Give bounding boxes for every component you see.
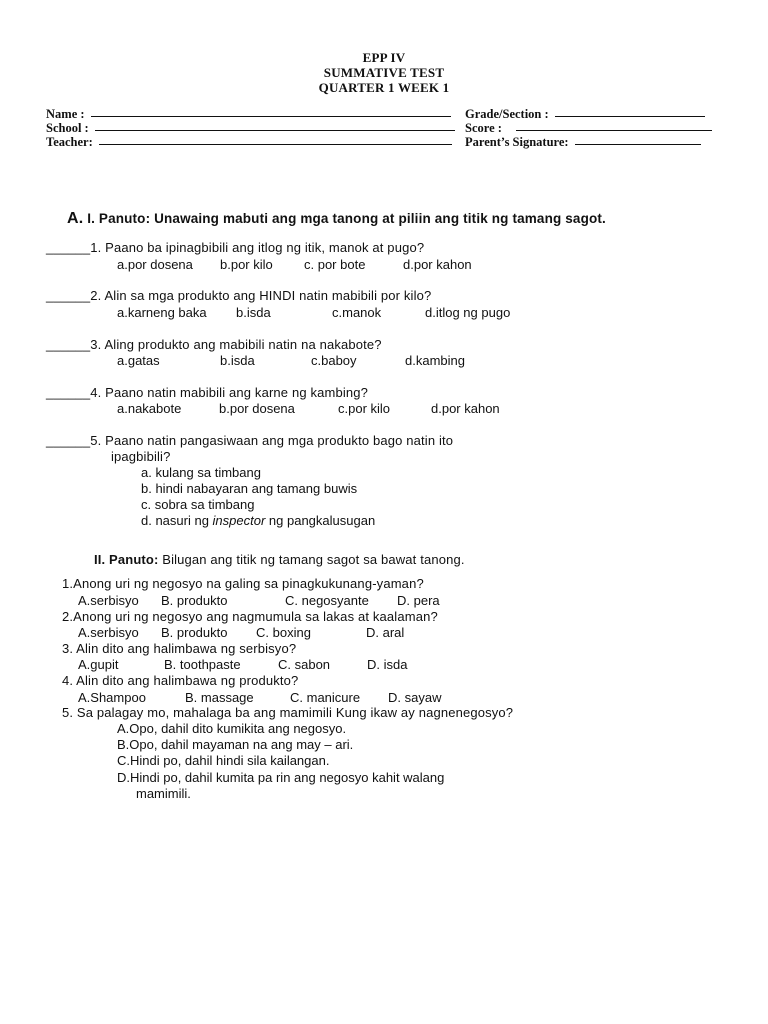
part1-q1-choice-c[interactable]: c. por bote: [304, 257, 366, 272]
part1-q2-choice-a[interactable]: a.karneng baka: [117, 305, 207, 320]
part2-q1-choice-d[interactable]: D. pera: [397, 593, 440, 608]
part2-q3-choice-d[interactable]: D. isda: [367, 657, 408, 672]
part2-q2-choice-c[interactable]: C. boxing: [256, 625, 311, 640]
part2-q5-choice-c[interactable]: C.Hindi po, dahil hindi sila kailangan.: [117, 753, 330, 768]
part2-q4-choice-d[interactable]: D. sayaw: [388, 690, 442, 705]
period-title: QUARTER 1 WEEK 1: [318, 80, 450, 95]
score-label: Score :: [465, 121, 502, 135]
part1-q5-choice-c[interactable]: c. sobra sa timbang: [141, 497, 255, 512]
part1-q5-choice-d-ital: inspector: [212, 513, 266, 528]
part1-heading: [67, 210, 606, 228]
part1-q1-choice-b[interactable]: b.por kilo: [220, 257, 273, 272]
part1-q2-choice-c[interactable]: c.manok: [332, 305, 382, 320]
parent-signature-label: Parent’s Signature:: [465, 135, 569, 149]
grade-section-label: Grade/Section :: [465, 107, 549, 121]
part1-q3-choice-c[interactable]: c.baboy: [311, 353, 357, 368]
part1-q1-choice-a[interactable]: a.por dosena: [117, 257, 193, 272]
part1-question-2: ______2. Alin sa mga produkto ang HINDI natin mabibili por kilo?: [46, 288, 432, 303]
name-line[interactable]: [91, 116, 451, 117]
part2-instruction: Bilugan ang titik ng tamang sagot sa bawat tanong.: [158, 552, 465, 567]
part2-q3-choice-b[interactable]: B. toothpaste: [164, 657, 241, 672]
teacher-line[interactable]: [99, 144, 452, 145]
part1-q3-choice-b[interactable]: b.isda: [220, 353, 255, 368]
part2-instruction-label: II. Panuto:: [94, 552, 159, 567]
part2-q5-choice-d-cont: mamimili.: [136, 786, 191, 801]
part2-q5-choice-d[interactable]: D.Hindi po, dahil kumita pa rin ang negosyo kahit walang: [117, 770, 445, 785]
part2-heading: [94, 552, 465, 567]
part2-question-5: 5. Sa palagay mo, mahalaga ba ang mamimili Kung ikaw ay nagnenegosyo?: [62, 705, 514, 720]
part1-q4-choice-a[interactable]: a.nakabote: [117, 401, 182, 416]
part2-q1-choice-b[interactable]: B. produkto: [161, 593, 228, 608]
part1-q3-choice-a[interactable]: a.gatas: [117, 353, 160, 368]
part2-q2-choice-a[interactable]: A.serbisyo: [78, 625, 139, 640]
part1-question-3: ______3. Aling produkto ang mabibili natin na nakabote?: [46, 337, 382, 352]
name-label: Name :: [46, 107, 85, 121]
part1-q5-choice-a[interactable]: a. kulang sa timbang: [141, 465, 261, 480]
school-line[interactable]: [95, 130, 455, 131]
part2-q3-choice-a[interactable]: A.gupit: [78, 657, 119, 672]
part1-question-5-cont: ipagbibili?: [111, 449, 171, 464]
part1-q4-choice-c[interactable]: c.por kilo: [338, 401, 391, 416]
parent-signature-field[interactable]: [465, 135, 701, 150]
part1-q5-choice-d[interactable]: [141, 513, 375, 528]
part1-q2-choice-b[interactable]: b.isda: [236, 305, 271, 320]
part2-q1-choice-a[interactable]: A.serbisyo: [78, 593, 139, 608]
part1-q3-choice-d[interactable]: d.kambing: [405, 353, 465, 368]
part1-q5-choice-b[interactable]: b. hindi nabayaran ang tamang buwis: [141, 481, 358, 496]
part2-q4-choice-c[interactable]: C. manicure: [290, 690, 361, 705]
part2-q2-choice-b[interactable]: B. produkto: [161, 625, 228, 640]
part1-q1-choice-d[interactable]: d.por kahon: [403, 257, 472, 272]
part2-q1-choice-c[interactable]: C. negosyante: [285, 593, 369, 608]
part1-q4-choice-d[interactable]: d.por kahon: [431, 401, 500, 416]
part2-q4-choice-b[interactable]: B. massage: [185, 690, 254, 705]
part1-instruction: I. Panuto: Unawaing mabuti ang mga tanong at piliin ang titik ng tamang sagot.: [87, 211, 606, 226]
parent-signature-line[interactable]: [575, 144, 701, 145]
part2-q5-choice-a[interactable]: A.Opo, dahil dito kumikita ang negosyo.: [117, 721, 347, 736]
score-field[interactable]: [465, 121, 712, 136]
name-field[interactable]: [46, 107, 451, 122]
subject-title: EPP IV: [362, 50, 406, 65]
part1-question-5: ______5. Paano natin pangasiwaan ang mga produkto bago natin ito: [46, 433, 454, 448]
score-line[interactable]: [516, 130, 712, 131]
part2-q2-choice-d[interactable]: D. aral: [366, 625, 405, 640]
part1-q5-choice-d-pre: d. nasuri ng: [141, 513, 213, 528]
part2-question-1: 1.Anong uri ng negosyo na galing sa pinagkukunang-yaman?: [62, 576, 424, 591]
part1-question-1: ______1. Paano ba ipinagbibili ang itlog ng itik, manok at pugo?: [46, 240, 425, 255]
grade-section-line[interactable]: [555, 116, 705, 117]
part2-q4-choice-a[interactable]: A.Shampoo: [78, 690, 146, 705]
part2-question-4: 4. Alin dito ang halimbawa ng produkto?: [62, 673, 299, 688]
part1-q4-choice-b[interactable]: b.por dosena: [219, 401, 295, 416]
test-type-title: SUMMATIVE TEST: [323, 65, 445, 80]
part1-letter: A.: [67, 210, 84, 227]
school-label: School :: [46, 121, 89, 135]
grade-section-field[interactable]: [465, 107, 705, 122]
part1-question-4: ______4. Paano natin mabibili ang karne ng kambing?: [46, 385, 369, 400]
part1-q5-choice-d-post: ng pangkalusugan: [265, 513, 376, 528]
part2-question-3: 3. Alin dito ang halimbawa ng serbisyo?: [62, 641, 297, 656]
part2-question-2: 2.Anong uri ng negosyo ang nagmumula sa lakas at kaalaman?: [62, 609, 438, 624]
teacher-field[interactable]: [46, 135, 452, 150]
part1-q2-choice-d[interactable]: d.itlog ng pugo: [425, 305, 511, 320]
part2-q3-choice-c[interactable]: C. sabon: [278, 657, 331, 672]
teacher-label: Teacher:: [46, 135, 93, 149]
part2-q5-choice-b[interactable]: B.Opo, dahil mayaman na ang may – ari.: [117, 737, 354, 752]
school-field[interactable]: [46, 121, 455, 136]
